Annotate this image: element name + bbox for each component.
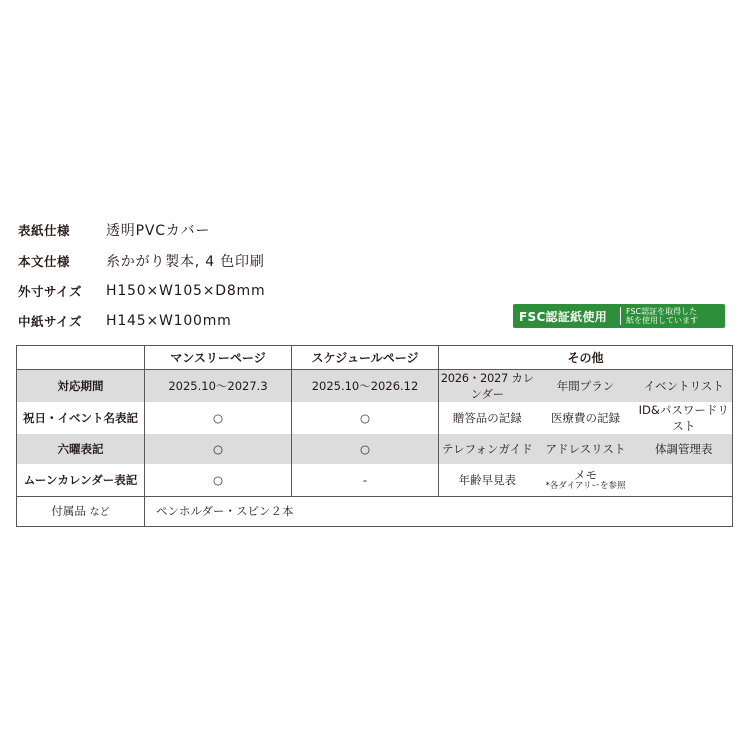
header-cell: マンスリーページ xyxy=(145,346,292,370)
table-cell: ○ xyxy=(145,434,292,464)
table-cell: - xyxy=(292,464,439,496)
table-cell: 年間プラン xyxy=(536,370,636,403)
table-cell: ○ xyxy=(145,402,292,434)
fsc-badge-caption xyxy=(626,307,698,326)
spec-row-cover xyxy=(18,220,210,240)
spec-table xyxy=(16,345,733,527)
accessories-value: ペンホルダー・スピン２本 xyxy=(145,496,733,526)
row-label: 祝日・イベント名表記 xyxy=(23,411,138,425)
table-cell: イベントリスト xyxy=(636,370,733,403)
table-header-row xyxy=(17,346,733,370)
row-label: ムーンカレンダー表記 xyxy=(17,464,145,496)
spec-value: H145×W100mm xyxy=(106,313,232,329)
fsc-badge-title: FSC認証紙使用 xyxy=(519,309,608,324)
table-cell: ○ xyxy=(292,402,439,434)
table-cell xyxy=(636,464,733,496)
spec-value: H150×W105×D8mm xyxy=(106,283,266,299)
spec-value: 糸かがり製本, 4 色印刷 xyxy=(106,254,265,270)
spec-label: 中紙サイズ xyxy=(18,314,83,329)
table-cell: 医療費の記録 xyxy=(551,411,620,425)
fsc-badge xyxy=(513,304,725,328)
fsc-caption-line: FSC認証を取得した xyxy=(626,306,698,316)
table-cell: ID&パスワードリスト xyxy=(638,403,729,433)
spec-label: 本文仕様 xyxy=(18,254,71,269)
accessories-label xyxy=(17,496,145,526)
header-cell: スケジュールページ xyxy=(292,346,439,370)
accessories-row xyxy=(17,496,733,526)
table-cell: 2025.10〜2026.12 xyxy=(292,370,439,403)
spec-row-body xyxy=(18,251,265,271)
accessories-label-text: 付属品 xyxy=(51,504,86,518)
accessories-label-suffix: など xyxy=(89,507,110,518)
row-label: 対応期間 xyxy=(17,370,145,403)
table-cell: ○ xyxy=(145,464,292,496)
table-row xyxy=(17,402,733,434)
spec-row-inner-size xyxy=(18,311,232,331)
table-cell: アドレスリスト xyxy=(536,434,636,464)
table-row xyxy=(17,370,733,403)
spec-value: 透明PVCカバー xyxy=(106,223,211,239)
table-cell: 贈答品の記録 xyxy=(439,402,536,434)
table-cell: 2026・2027 カレンダー xyxy=(439,370,536,403)
fsc-badge-divider xyxy=(620,307,621,325)
fsc-caption-line: 紙を使用しています xyxy=(626,316,698,325)
table-row xyxy=(17,464,733,496)
table-row xyxy=(17,434,733,464)
spec-label: 表紙仕様 xyxy=(18,223,71,238)
spec-row-outer-size xyxy=(18,281,265,301)
table-cell: ○ xyxy=(292,434,439,464)
table-cell: 2025.10〜2027.3 xyxy=(145,370,292,403)
table-cell: テレフォンガイド xyxy=(439,434,536,464)
header-cell: その他 xyxy=(439,346,733,370)
table-cell: 体調管理表 xyxy=(636,434,733,464)
memo-note: *各ダイアリーを参照 xyxy=(545,480,626,491)
spec-label: 外寸サイズ xyxy=(18,284,83,299)
memo-label: メモ xyxy=(574,467,597,482)
table-cell: 年齢早見表 xyxy=(439,464,536,496)
table-cell-memo xyxy=(536,464,636,496)
row-label: 六曜表記 xyxy=(17,434,145,464)
header-cell-empty xyxy=(17,346,145,370)
